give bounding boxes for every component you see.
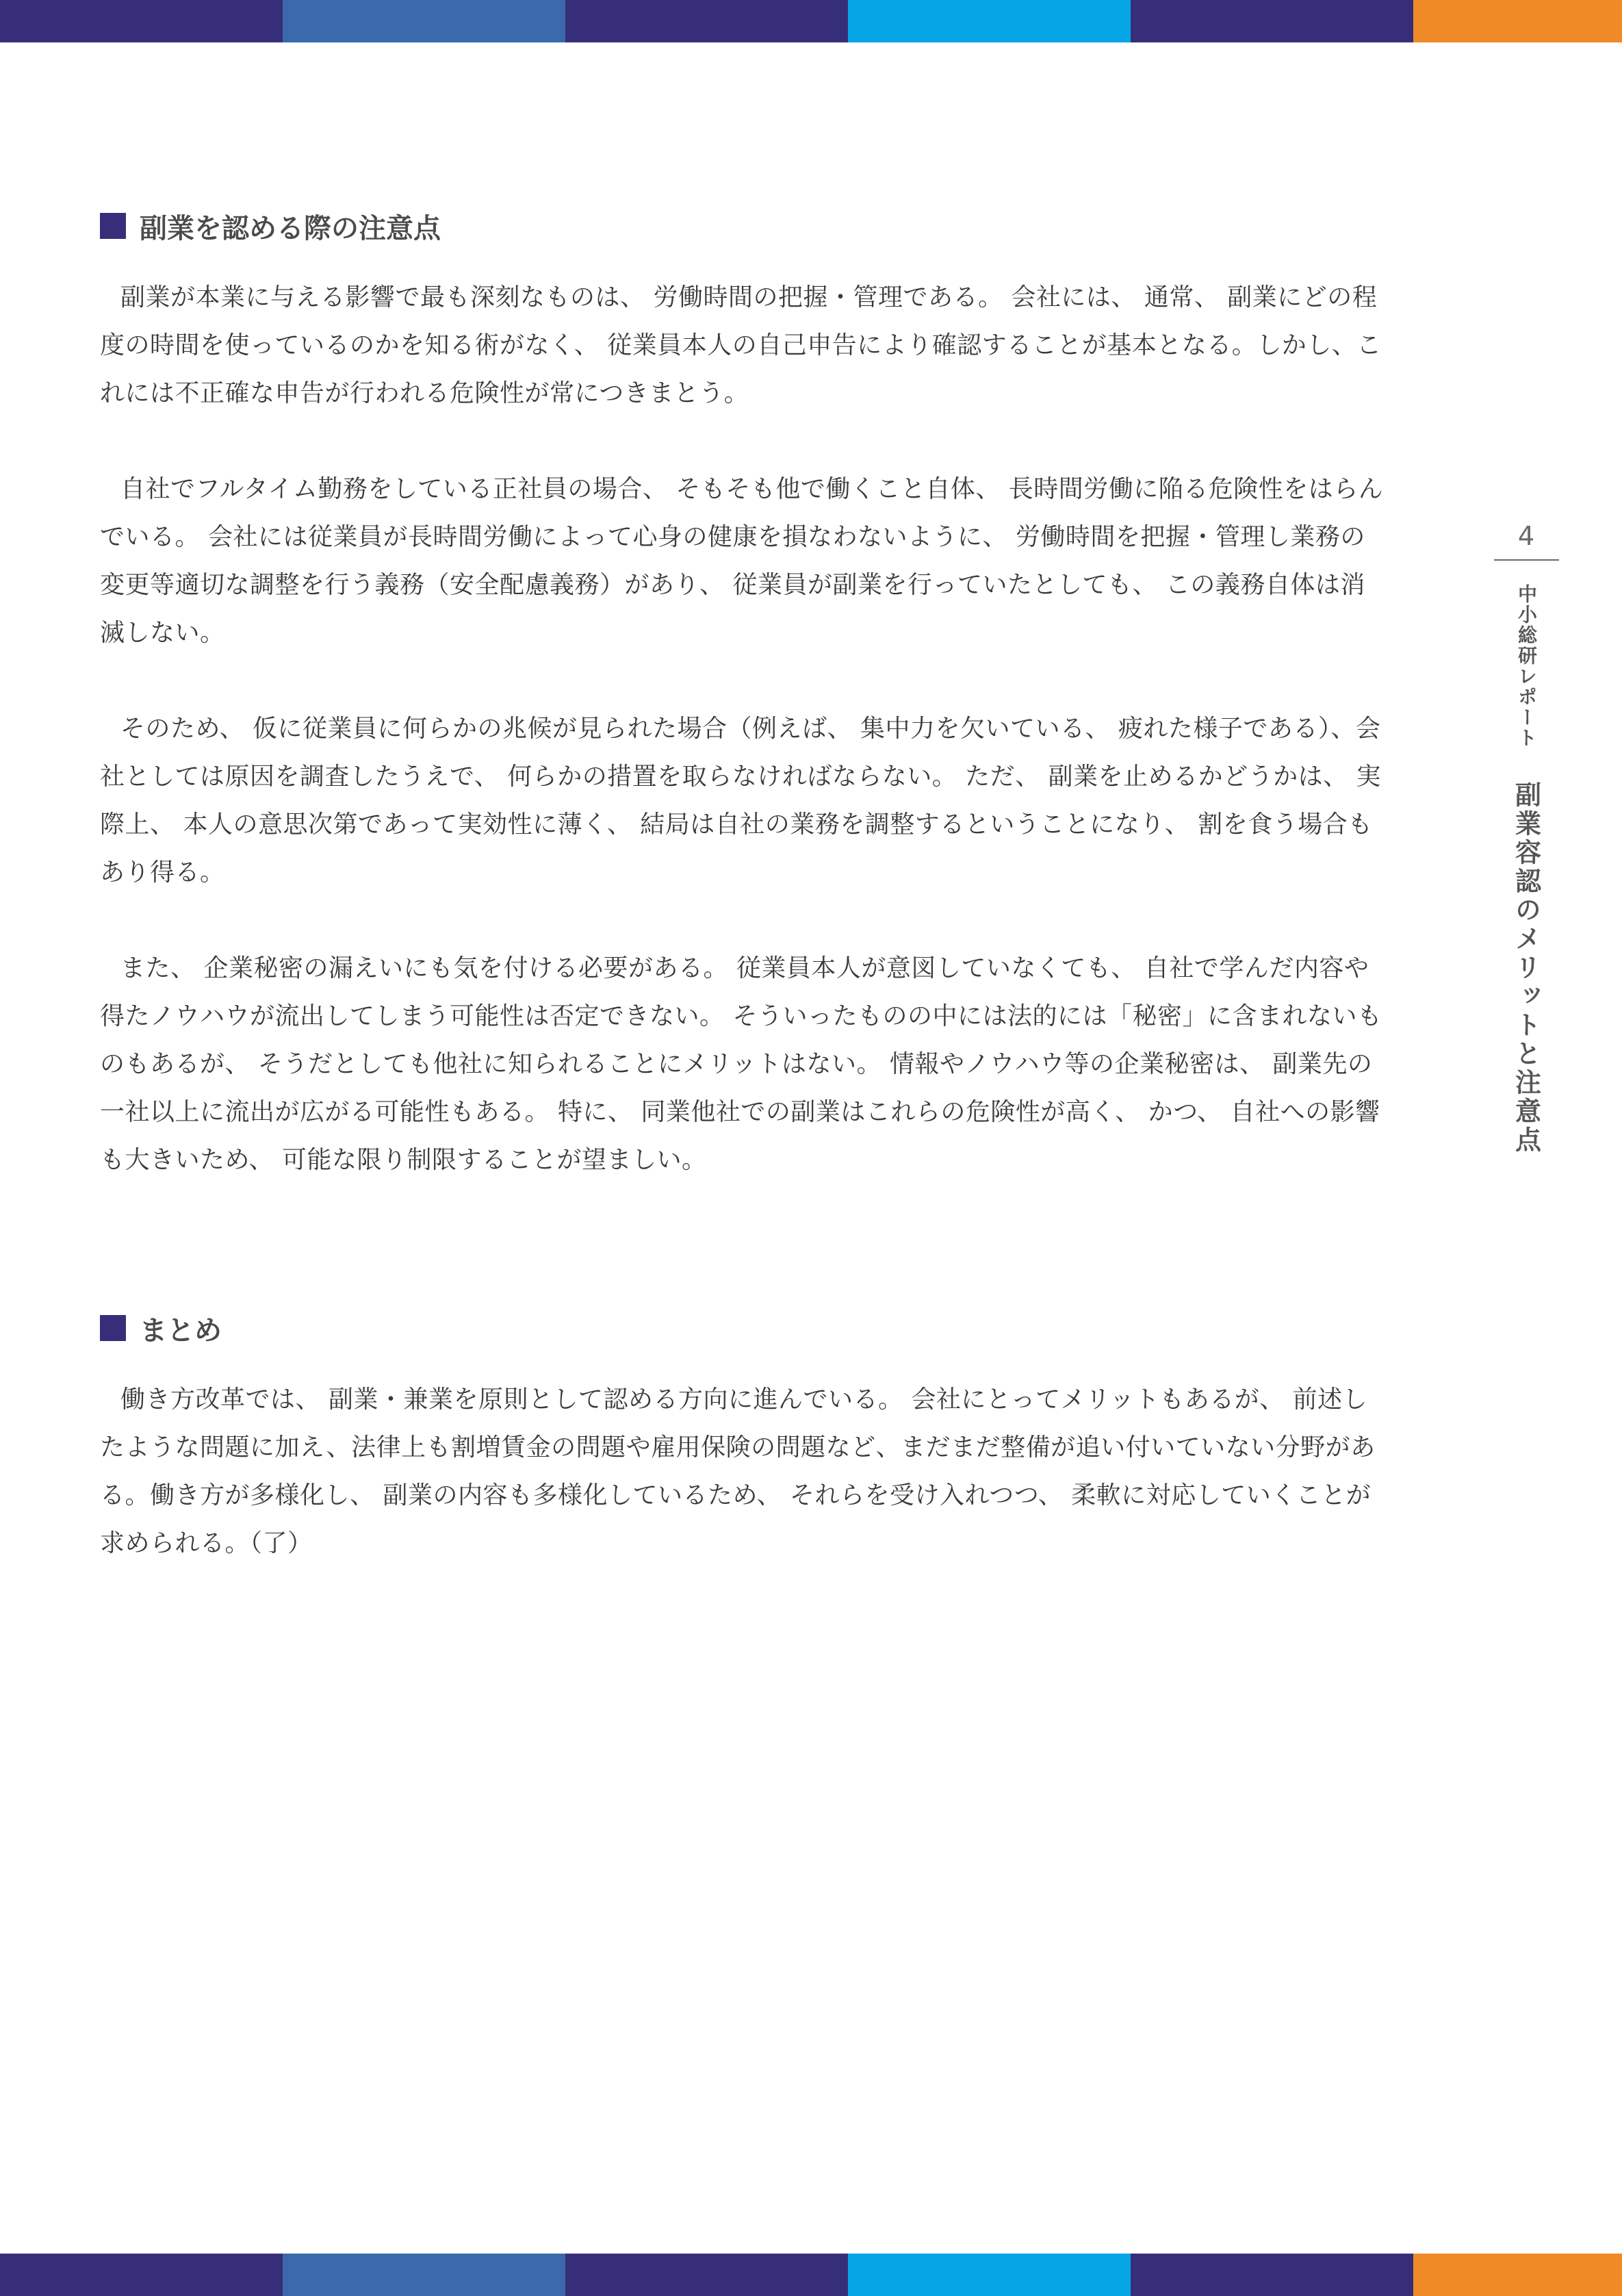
section-heading-caution [100,205,1387,246]
stripe-segment [1131,2254,1413,2296]
paragraph: 自社でフルタイム勤務をしている正社員の場合、 そもそも他で働くこと自体、 長時間労働に陥る危険性をはらんでいる。 会社には従業員が長時間労働によって心身の健康を損なわないように、 労働時間を把握・管理し業務の変更等適切な調整を行う義務（安全配慮義務）があり、 従業員が副業を行っていたとしても、 この義務自体は消滅しない。 [100,475,1384,647]
heading-square-icon [100,213,126,239]
stripe-segment [1131,0,1413,42]
stripe-segment [283,0,565,42]
report-title: 副業容認のメリットと注意点 [1510,781,1541,1155]
stripe-segment [565,0,848,42]
paragraph: そのため、 仮に従業員に何らかの兆候が見られた場合（例えば、 集中力を欠いている、 疲れた様子である）、会社としては原因を調査したうえで、 何らかの措置を取らなければならない。 ただ、 副業を止めるかどうかは、 実際上、 本人の意思次第であって実効性に薄く、 結局は自社の業務を調整するということになり、 割を食う場合もあり得る。 [100,715,1382,886]
stripe-segment [0,2254,283,2296]
stripe-segment [0,0,283,42]
main-content [100,205,1387,1616]
report-series-label: 中小総研レポート [1515,584,1538,748]
top-color-stripe [0,0,1622,42]
stripe-segment [848,2254,1131,2296]
section-heading-summary [100,1308,1387,1349]
stripe-segment [283,2254,565,2296]
page-number: 4 [1517,521,1535,551]
sidebar-divider [1494,559,1559,561]
paragraph: また、 企業秘密の漏えいにも気を付ける必要がある。 従業員本人が意図していなくても、 自社で学んだ内容や得たノウハウが流出してしまう可能性は否定できない。 そういったものの中には法的には「秘密」に含まれないものもあるが、 そうだとしても他社に知られることにメリットはない。 情報やノウハウ等の企業秘密は、 副業先の一社以上に流出が広がる可能性もある。 特に、 同業他社での副業はこれらの危険性が高く、 かつ、 自社への影響も大きいため、 可能な限り制限することが望ましい。 [100,954,1382,1174]
stripe-segment [848,0,1131,42]
paragraph: 働き方改革では、 副業・兼業を原則として認める方向に進んでいる。 会社にとってメリットもあるが、 前述したような問題に加え、法律上も割増賃金の問題や雇用保険の問題など、まだまだ整備が追い付いていない分野がある。働き方が多様化し、 副業の内容も多様化しているため、 それらを受け入れつつ、 柔軟に対応していくことが求められる。（了） [100,1386,1376,1557]
sidebar [1492,517,1560,1155]
paragraph: 副業が本業に与える影響で最も深刻なものは、 労働時間の把握・管理である。 会社には、 通常、 副業にどの程度の時間を使っているのかを知る術がなく、 従業員本人の自己申告により確認することが基本となる。しかし、これには不正確な申告が行われる危険性が常につきまとう。 [100,283,1382,407]
section-heading-text: 副業を認める際の注意点 [140,212,441,244]
stripe-segment [565,2254,848,2296]
section-heading-text: まとめ [140,1314,222,1347]
heading-square-icon [100,1315,126,1341]
stripe-segment [1413,0,1622,42]
bottom-color-stripe [0,2254,1622,2296]
stripe-segment [1413,2254,1622,2296]
